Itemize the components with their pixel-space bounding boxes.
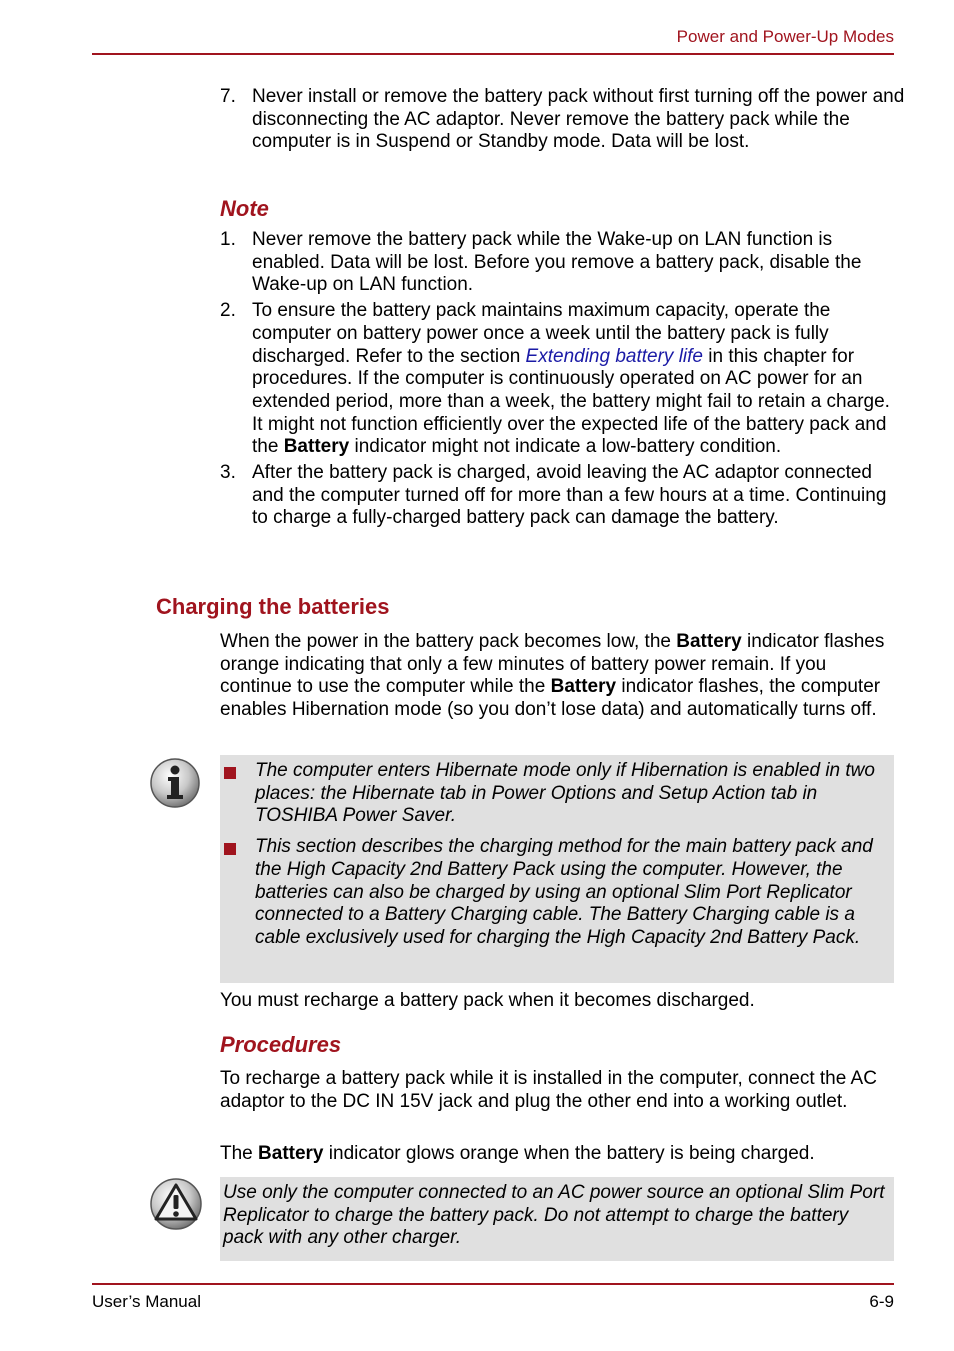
note-heading: Note [220,196,269,221]
list-text: in this chapter for procedures. If the computer is continuously operated on AC power for an extended period, more than a week, the battery might fail to retain a charge. It might not function efficiently over the expected life of the battery pack and the [252,345,890,458]
caution-box [220,1177,894,1261]
text: When the power in the battery pack becomes low, the [220,631,677,652]
list-number: 7. [220,86,236,107]
list-text: Never install or remove the battery pack without first turning off the power and disconnecting the AC adaptor. Never remove the battery pack while the computer is in Suspend or Standby mode. Data will be lost. [252,86,905,153]
header-rule [92,53,894,55]
text: indicator flashes orange indicating that only a few minutes of battery power remain. If you continue to use the computer while the [220,631,885,698]
text: indicator flashes, the computer enables Hibernation mode (so you don’t lose data) and automatically turns off. [220,676,881,721]
list-text: To ensure the battery pack maintains maximum capacity, operate the computer on battery power once a week until the battery pack is fully discharged. Refer to the section [252,300,831,367]
list-number: 2. [220,300,236,322]
bullet-text: The computer enters Hibernate mode only if Hibernation is enabled in two places: the Hibernate tab in Power Options and Setup Action tab in TOSHIBA Power Saver. [255,760,875,827]
text: indicator glows orange when the battery is being charged. [323,1143,815,1164]
list-number: 3. [220,462,236,484]
square-bullet-icon [224,843,236,855]
caution-text: Use only the computer connected to an AC power source an optional Slim Port Replicator to charge the battery pack. Do not attempt to charge the battery pack with any other charger. [223,1182,885,1249]
square-bullet-icon [224,767,236,779]
list-item [220,229,894,297]
battery-indicator-paragraph [220,1143,894,1166]
extending-battery-life-link[interactable]: Extending battery life [525,345,703,367]
procedures-paragraph: To recharge a battery pack while it is installed in the computer, connect the AC adaptor to the DC IN 15V jack and plug the other end into a working outlet. [220,1068,877,1112]
list-item [220,86,926,154]
list-text: Never remove the battery pack while the Wake-up on LAN function is enabled. Data will be lost. Before you remove a battery pack, disable the Wake-up on LAN function. [252,229,862,296]
running-header: Power and Power-Up Modes [676,27,894,46]
note-list [220,229,894,530]
list-item [220,462,894,530]
list-item [220,300,894,459]
list-text: After the battery pack is charged, avoid leaving the AC adaptor connected and the computer turned off for more than a few hours at a time. Continuing to charge a fully-charged battery pack can damage the battery. [252,462,887,529]
battery-bold: Battery [258,1143,324,1164]
info-icon [149,757,201,809]
list-text: indicator might not indicate a low-battery condition. [349,436,782,458]
text: The [220,1143,259,1164]
info-bullet [220,760,884,828]
procedures-heading: Procedures [220,1032,342,1057]
footer-manual-title: User’s Manual [92,1292,201,1311]
charging-paragraph [220,631,894,722]
caution-icon [149,1177,203,1231]
section-heading: Charging the batteries [156,594,390,619]
battery-bold: Battery [283,436,350,458]
list-number: 1. [220,229,236,250]
bullet-text: This section describes the charging method for the main battery pack and the High Capacity 2nd Battery Pack using the computer. However, the batteries can also be charged by using an optional Slim Port Replicator connected to a Battery Charging cable. The Battery Charging cable is a cable exclusively used for charging the High Capacity 2nd Battery Pack. [255,836,873,948]
page-number: 6-9 [869,1292,894,1311]
info-box [220,755,894,983]
recharge-paragraph: You must recharge a battery pack when it becomes discharged. [220,990,755,1011]
info-bullet [220,836,884,950]
footer-rule [92,1283,894,1285]
battery-bold: Battery [550,676,617,698]
battery-bold: Battery [676,631,742,652]
